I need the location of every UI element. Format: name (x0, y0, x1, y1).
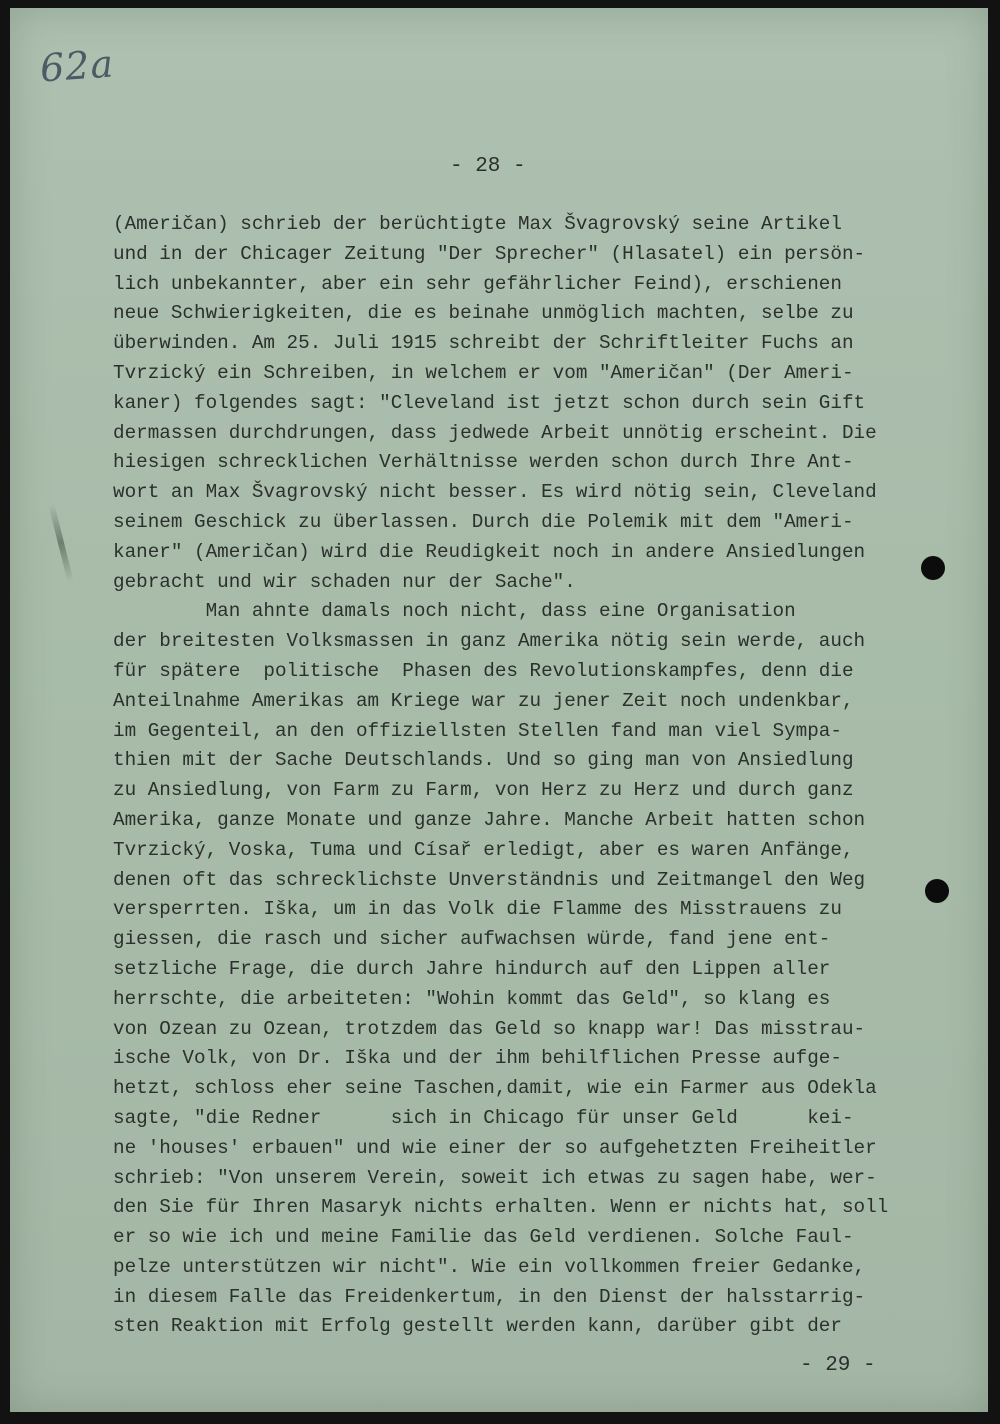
text-line: sten Reaktion mit Erfolg gestellt werden kann, darüber gibt der (113, 1315, 842, 1338)
text-line: versperrten. Iška, um in das Volk die Flamme des Misstrauens zu (113, 898, 842, 921)
text-line: der breitesten Volksmassen in ganz Amerika nötig sein werde, auch (113, 630, 866, 653)
page-number-top: - 28 - (450, 155, 526, 178)
text-line: lich unbekannter, aber ein sehr gefährlicher Feind), erschienen (113, 272, 842, 295)
text-line: hiesigen schrecklichen Verhältnisse werden schon durch Ihre Ant- (113, 451, 854, 474)
text-line: setzliche Frage, die durch Jahre hindurch auf den Lippen aller (113, 957, 831, 980)
text-line: ne 'houses' erbauen" und wie einer der so aufgehetzten Freiheitler (113, 1136, 877, 1159)
text-line: wort an Max Švagrovský nicht besser. Es wird nötig sein, Cleveland (113, 481, 877, 504)
ink-smudge (48, 503, 73, 582)
handwritten-page-note: 62a (38, 41, 116, 91)
text-line: pelze unterstützen wir nicht". Wie ein vollkommen freier Gedanke, (113, 1255, 866, 1278)
text-line: sagte, "die Redner sich in Chicago für unser Geld kei- (113, 1106, 854, 1129)
text-line: von Ozean zu Ozean, trotzdem das Geld so knapp war! Das misstrau- (113, 1017, 866, 1040)
text-line: gebracht und wir schaden nur der Sache". (113, 570, 576, 593)
text-line: hetzt, schloss eher seine Taschen,damit, wie ein Farmer aus Odekla (113, 1077, 877, 1100)
punch-hole-upper (921, 556, 945, 580)
text-line: thien mit der Sache Deutschlands. Und so ging man von Ansiedlung (113, 749, 854, 772)
text-line: kaner" (Američan) wird die Reudigkeit noch in andere Ansiedlungen (113, 540, 866, 563)
text-line: Tvrzický ein Schreiben, in welchem er vom "Američan" (Der Ameri- (113, 361, 854, 384)
text-line: giessen, die rasch und sicher aufwachsen würde, fand jene ent- (113, 928, 831, 951)
text-line: den Sie für Ihren Masaryk nichts erhalten. Wenn er nichts hat, soll (113, 1196, 889, 1219)
text-line: und in der Chicager Zeitung "Der Sprecher" (Hlasatel) ein persön- (113, 242, 866, 265)
text-line: für spätere politische Phasen des Revolutionskampfes, denn die (113, 659, 854, 682)
text-line: (Američan) schrieb der berüchtigte Max Švagrovský seine Artikel (113, 213, 842, 235)
text-line: denen oft das schrecklichste Unverständnis und Zeitmangel den Weg (113, 868, 866, 891)
text-line: überwinden. Am 25. Juli 1915 schreibt der Schriftleiter Fuchs an (113, 332, 854, 355)
text-line: dermassen durchdrungen, dass jedwede Arbeit unnötig erscheint. Die (113, 421, 877, 444)
text-line: Tvrzický, Voska, Tuma und Císař erledigt, aber es waren Anfänge, (113, 838, 854, 861)
text-line: Anteilnahme Amerikas am Kriege war zu jener Zeit noch undenkbar, (113, 689, 854, 712)
text-line: Amerika, ganze Monate und ganze Jahre. Manche Arbeit hatten schon (113, 808, 866, 831)
text-line: in diesem Falle das Freidenkertum, in den Dienst der halsstarrig- (113, 1285, 866, 1308)
punch-hole-lower (925, 879, 949, 903)
text-line: kaner) folgendes sagt: "Cleveland ist jetzt schon durch sein Gift (113, 391, 866, 414)
text-line: Man ahnte damals noch nicht, dass eine Organisation (113, 600, 796, 623)
text-line: zu Ansiedlung, von Farm zu Farm, von Herz zu Herz und durch ganz (113, 779, 854, 802)
text-line: ische Volk, von Dr. Iška und der ihm behilflichen Presse aufge- (113, 1047, 842, 1070)
text-line: seinem Geschick zu überlassen. Durch die Polemik mit dem "Ameri- (113, 510, 854, 533)
body-text (113, 210, 913, 1342)
text-line: neue Schwierigkeiten, die es beinahe unmöglich machten, selbe zu (113, 302, 854, 325)
text-line: schrieb: "Von unserem Verein, soweit ich etwas zu sagen habe, wer- (113, 1166, 877, 1189)
text-line: im Gegenteil, an den offiziellsten Stellen fand man viel Sympa- (113, 719, 842, 742)
page-number-bottom: - 29 - (800, 1354, 876, 1377)
text-line: er so wie ich und meine Familie das Geld verdienen. Solche Faul- (113, 1226, 854, 1249)
text-line: herrschte, die arbeiteten: "Wohin kommt das Geld", so klang es (113, 987, 831, 1010)
document-page (10, 8, 988, 1412)
